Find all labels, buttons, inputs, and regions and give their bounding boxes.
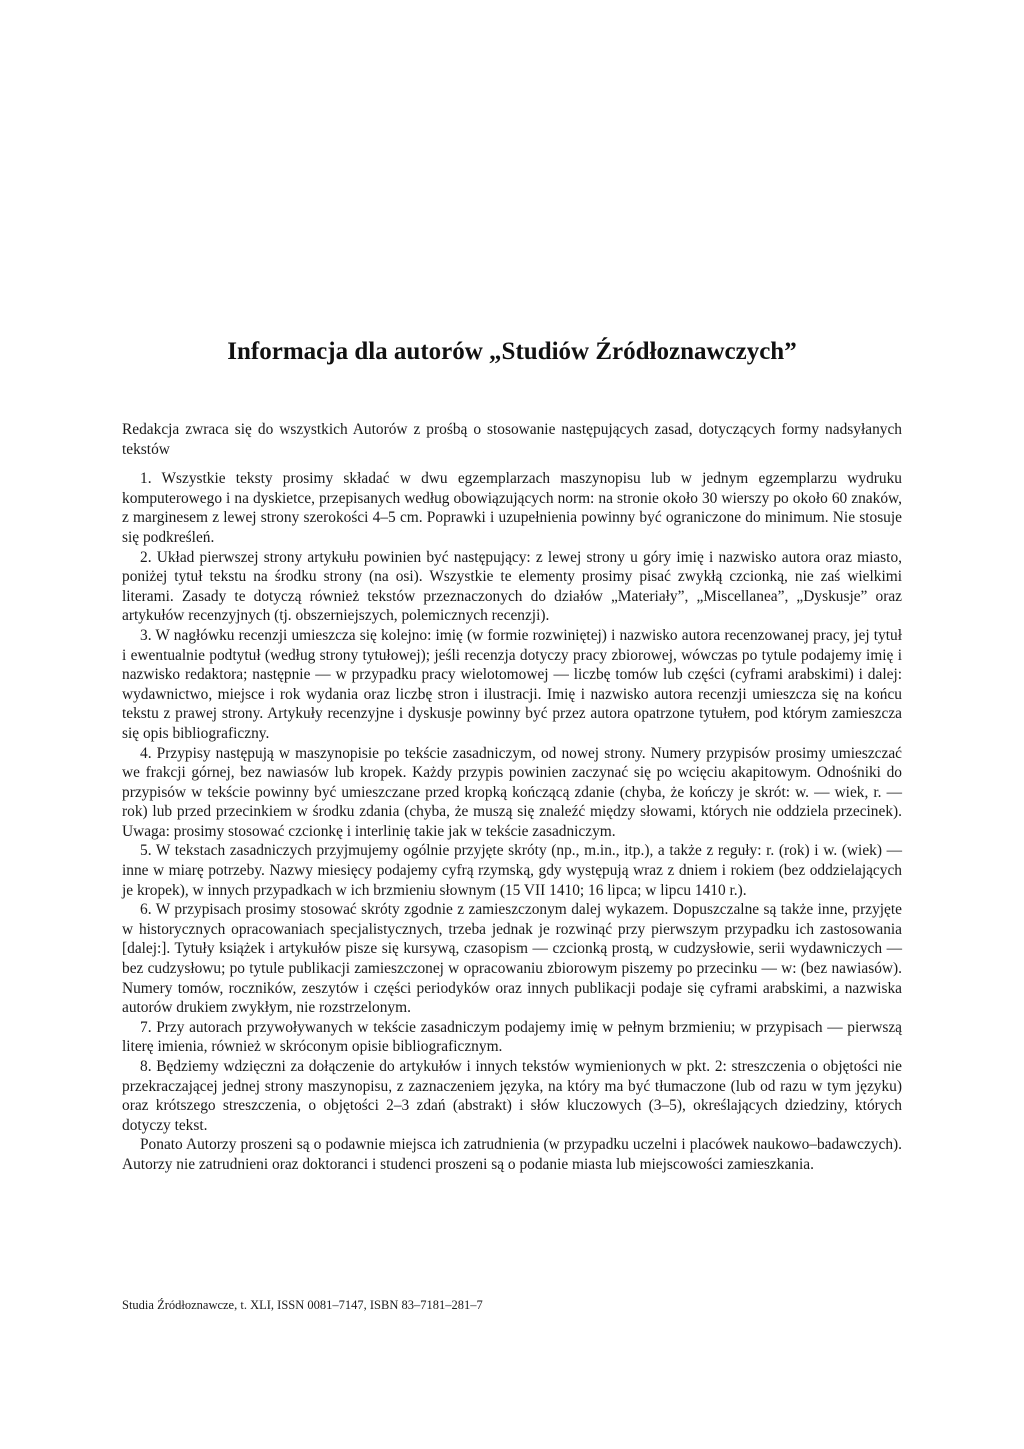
paragraph-6: 6. W przypisach prosimy stosować skróty zgodnie z zamieszczonym dalej wykazem. Dopuszczalne są także inne, przyjęte w historycznych opracowaniach specjalistycznych, trzeba jednak je rozwinąć przy pierwszym przypadku ich zastosowania [dalej:]. Tytuły książek i artykułów pisze się kursywą, czasopism — czcionką prostą, w cudzysłowie, serii wydawniczych — bez cudzysłowu; po tytule publikacji zamieszczonej w opracowaniu zbiorowym piszemy po przecinku — w: (bez nawiasów). Numery tomów, roczników, zeszytów i części periodyków oraz innych publikacji podaje się cyframi arabskimi, a nazwiska autorów drukiem zwykłym, nie rozstrzelonym.: [122, 901, 902, 1017]
paragraph-closing: Ponato Autorzy proszeni są o podawnie miejsca ich zatrudnienia (w przypadku uczelni i placówek naukowo–badawczych). Autorzy nie zatrudnieni oraz doktoranci i studenci proszeni są o podanie miasta lub miejscowości zamieszkania.: [122, 1136, 902, 1173]
paragraph-7: 7. Przy autorach przywoływanych w tekście zasadniczym podajemy imię w pełnym brzmieniu; w przypisach — pierwszą literę imienia, również w skróconym opisie bibliograficznym.: [122, 1018, 902, 1056]
paragraph-1: 1. Wszystkie teksty prosimy składać w dwu egzemplarzach maszynopisu lub w jednym egzemplarzu wydruku komputerowego i na dyskietce, przepisanych według obowiązujących norm: na stronie około 30 wierszy po około 60 znaków, z marginesem z lewej strony szerokości 4–5 cm. Poprawki i uzupełnienia powinny być ograniczone do minimum. Nie stosuje się podkreśleń.: [122, 470, 902, 546]
footer-citation: Studia Źródłoznawcze, t. XLI, ISSN 0081–7147, ISBN 83–7181–281–7: [122, 1298, 483, 1312]
document-title: Informacja dla autorów „Studiów Źródłoznawczych”: [227, 338, 797, 365]
paragraph-5: 5. W tekstach zasadniczych przyjmujemy ogólnie przyjęte skróty (np., m.in., itp.), a także z reguły: r. (rok) i w. (wiek) — inne w miarę potrzeby. Nazwy miesięcy podajemy cyfrą rzymską, gdy występują wraz z dniem i rokiem (bez oddzielających je kropek), w innych przypadkach w ich brzmieniu słownym (15 VII 1410; 16 lipca; w lipcu 1410 r.).: [122, 842, 902, 899]
document-page: [122, 0, 902, 1449]
paragraph-2: 2. Układ pierwszej strony artykułu powinien być następujący: z lewej strony u góry imię i nazwisko autora oraz miasto, poniżej tytuł tekstu na środku strony (na osi). Wszystkie te elementy prosimy pisać zwykłą czcionką, nie zaś wielkimi literami. Zasady te dotyczą również tekstów przeznaczonych do działów „Materiały”, „Miscellanea”, „Dyskusje” oraz artykułów recenzyjnych (tj. obszerniejszych, polemicznych recenzji).: [122, 548, 902, 625]
paragraph-8: 8. Będziemy wdzięczni za dołączenie do artykułów i innych tekstów wymienionych w pkt. 2: streszczenia o objętości nie przekraczającej jednej strony maszynopisu, z zaznaczeniem języka, na który ma być tłumaczone (lub od razu w tym języku) oraz krótszego streszczenia, o objętości 2–3 zdań (abstrakt) i słów kluczowych (3–5), określających dziedziny, których dotyczy tekst.: [122, 1058, 902, 1134]
document-body: [122, 420, 902, 1175]
intro-paragraph: Redakcja zwraca się do wszystkich Autorów z prośbą o stosowanie następujących zasad, dotyczących formy nadsyłanych tekstów: [122, 421, 902, 458]
paragraph-4: 4. Przypisy następują w maszynopisie po tekście zasadniczym, od nowej strony. Numery przypisów prosimy umieszczać we frakcji górnej, bez nawiasów lub kropek. Każdy przypis powinien zaczynać się po wcięciu akapitowym. Odnośniki do przypisów w tekście powinny być umieszczane przed kropką kończącą zdanie (chyba, że kończy je skrót: w. — wiek, r. — rok) lub przed przecinkiem w środku zdania (chyba, że muszą się znaleźć między słowami, których nie oddziela przecinek). Uwaga: prosimy stosować czcionkę i interlinię takie jak w tekście zasadniczym.: [122, 744, 902, 840]
paragraph-3: 3. W nagłówku recenzji umieszcza się kolejno: imię (w formie rozwiniętej) i nazwisko autora recenzowanej pracy, jej tytuł i ewentualnie podtytuł (według strony tytułowej); jeśli recenzja dotyczy pracy zbiorowej, wówczas po tytule podajemy imię i nazwisko redaktora; następnie — w przypadku pracy wielotomowej — liczbę tomów lub części (cyframi arabskimi) i dalej: wydawnictwo, miejsce i rok wydania oraz liczbę stron i ilustracji. Imię i nazwisko autora recenzji umieszcza się na końcu tekstu z prawej strony. Artykuły recenzyjne i dyskusje powinny być przez autora opatrzone tytułem, pod którym zamieszcza się opis bibliograficzny.: [122, 626, 902, 742]
